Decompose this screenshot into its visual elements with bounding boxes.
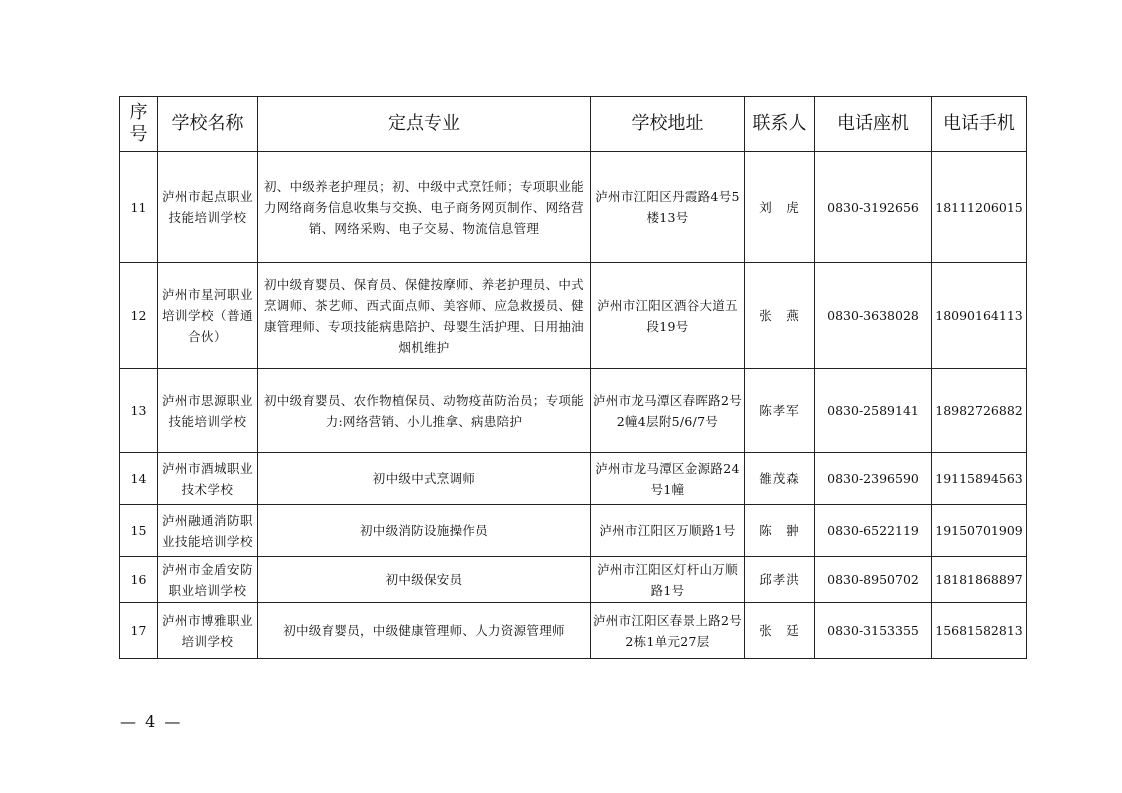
cell-school: 泸州融通消防职业技能培训学校 (158, 505, 258, 557)
cell-seq: 17 (120, 603, 158, 659)
cell-mobile: 18181868897 (932, 557, 1027, 603)
cell-school: 泸州市酒城职业技术学校 (158, 453, 258, 505)
cell-majors: 初中级消防设施操作员 (258, 505, 591, 557)
cell-landline: 0830-2589141 (815, 369, 932, 453)
cell-address: 泸州市龙马潭区金源路24号1幢 (591, 453, 745, 505)
header-majors: 定点专业 (258, 97, 591, 152)
header-address: 学校地址 (591, 97, 745, 152)
cell-landline: 0830-3638028 (815, 263, 932, 369)
cell-contact: 张 廷 (745, 603, 815, 659)
cell-mobile: 18090164113 (932, 263, 1027, 369)
cell-address: 泸州市龙马潭区春晖路2号2幢4层附5/6/7号 (591, 369, 745, 453)
cell-address: 泸州市江阳区丹霞路4号5楼13号 (591, 152, 745, 263)
cell-landline: 0830-8950702 (815, 557, 932, 603)
table-row (120, 505, 1027, 557)
cell-seq: 14 (120, 453, 158, 505)
cell-majors: 初中级中式烹调师 (258, 453, 591, 505)
cell-school: 泸州市思源职业技能培训学校 (158, 369, 258, 453)
cell-mobile: 15681582813 (932, 603, 1027, 659)
cell-mobile: 19150701909 (932, 505, 1027, 557)
cell-contact: 雒茂森 (745, 453, 815, 505)
table-row (120, 263, 1027, 369)
cell-address: 泸州市江阳区灯杆山万顺路1号 (591, 557, 745, 603)
header-school: 学校名称 (158, 97, 258, 152)
cell-school: 泸州市博雅职业培训学校 (158, 603, 258, 659)
table-row (120, 557, 1027, 603)
header-seq: 序号 (120, 97, 158, 152)
cell-mobile: 19115894563 (932, 453, 1027, 505)
table-row (120, 603, 1027, 659)
cell-landline: 0830-3192656 (815, 152, 932, 263)
cell-seq: 16 (120, 557, 158, 603)
cell-majors: 初中级育婴员，中级健康管理师、人力资源管理师 (258, 603, 591, 659)
page-number: — 4 — (120, 712, 183, 731)
table-row (120, 369, 1027, 453)
cell-mobile: 18111206015 (932, 152, 1027, 263)
cell-seq: 11 (120, 152, 158, 263)
cell-address: 泸州市江阳区酒谷大道五段19号 (591, 263, 745, 369)
cell-contact: 邱孝洪 (745, 557, 815, 603)
cell-school: 泸州市金盾安防职业培训学校 (158, 557, 258, 603)
cell-seq: 15 (120, 505, 158, 557)
school-roster-table (119, 96, 1027, 659)
cell-landline: 0830-6522119 (815, 505, 932, 557)
table-body (120, 152, 1027, 659)
cell-landline: 0830-2396590 (815, 453, 932, 505)
header-mobile: 电话手机 (932, 97, 1027, 152)
table-row (120, 453, 1027, 505)
cell-school: 泸州市起点职业技能培训学校 (158, 152, 258, 263)
cell-address: 泸州市江阳区春景上路2号2栋1单元27层 (591, 603, 745, 659)
header-landline: 电话座机 (815, 97, 932, 152)
cell-majors: 初中级育婴员、保育员、保健按摩师、养老护理员、中式烹调师、茶艺师、西式面点师、美容师、应急救援员、健康管理师、专项技能病患陪护、母婴生活护理、日用抽油烟机维护 (258, 263, 591, 369)
header-contact: 联系人 (745, 97, 815, 152)
table-row (120, 152, 1027, 263)
cell-mobile: 18982726882 (932, 369, 1027, 453)
cell-contact: 陈孝军 (745, 369, 815, 453)
cell-majors: 初中级育婴员、农作物植保员、动物疫苗防治员；专项能力:网络营销、小儿推拿、病患陪护 (258, 369, 591, 453)
cell-contact: 陈 翀 (745, 505, 815, 557)
cell-contact: 张 燕 (745, 263, 815, 369)
cell-majors: 初中级保安员 (258, 557, 591, 603)
cell-landline: 0830-3153355 (815, 603, 932, 659)
cell-address: 泸州市江阳区万顺路1号 (591, 505, 745, 557)
cell-school: 泸州市星河职业培训学校（普通合伙） (158, 263, 258, 369)
cell-seq: 13 (120, 369, 158, 453)
cell-contact: 刘 虎 (745, 152, 815, 263)
header-row (120, 97, 1027, 152)
cell-majors: 初、中级养老护理员；初、中级中式烹饪师；专项职业能力网络商务信息收集与交换、电子商务网页制作、网络营销、网络采购、电子交易、物流信息管理 (258, 152, 591, 263)
cell-seq: 12 (120, 263, 158, 369)
